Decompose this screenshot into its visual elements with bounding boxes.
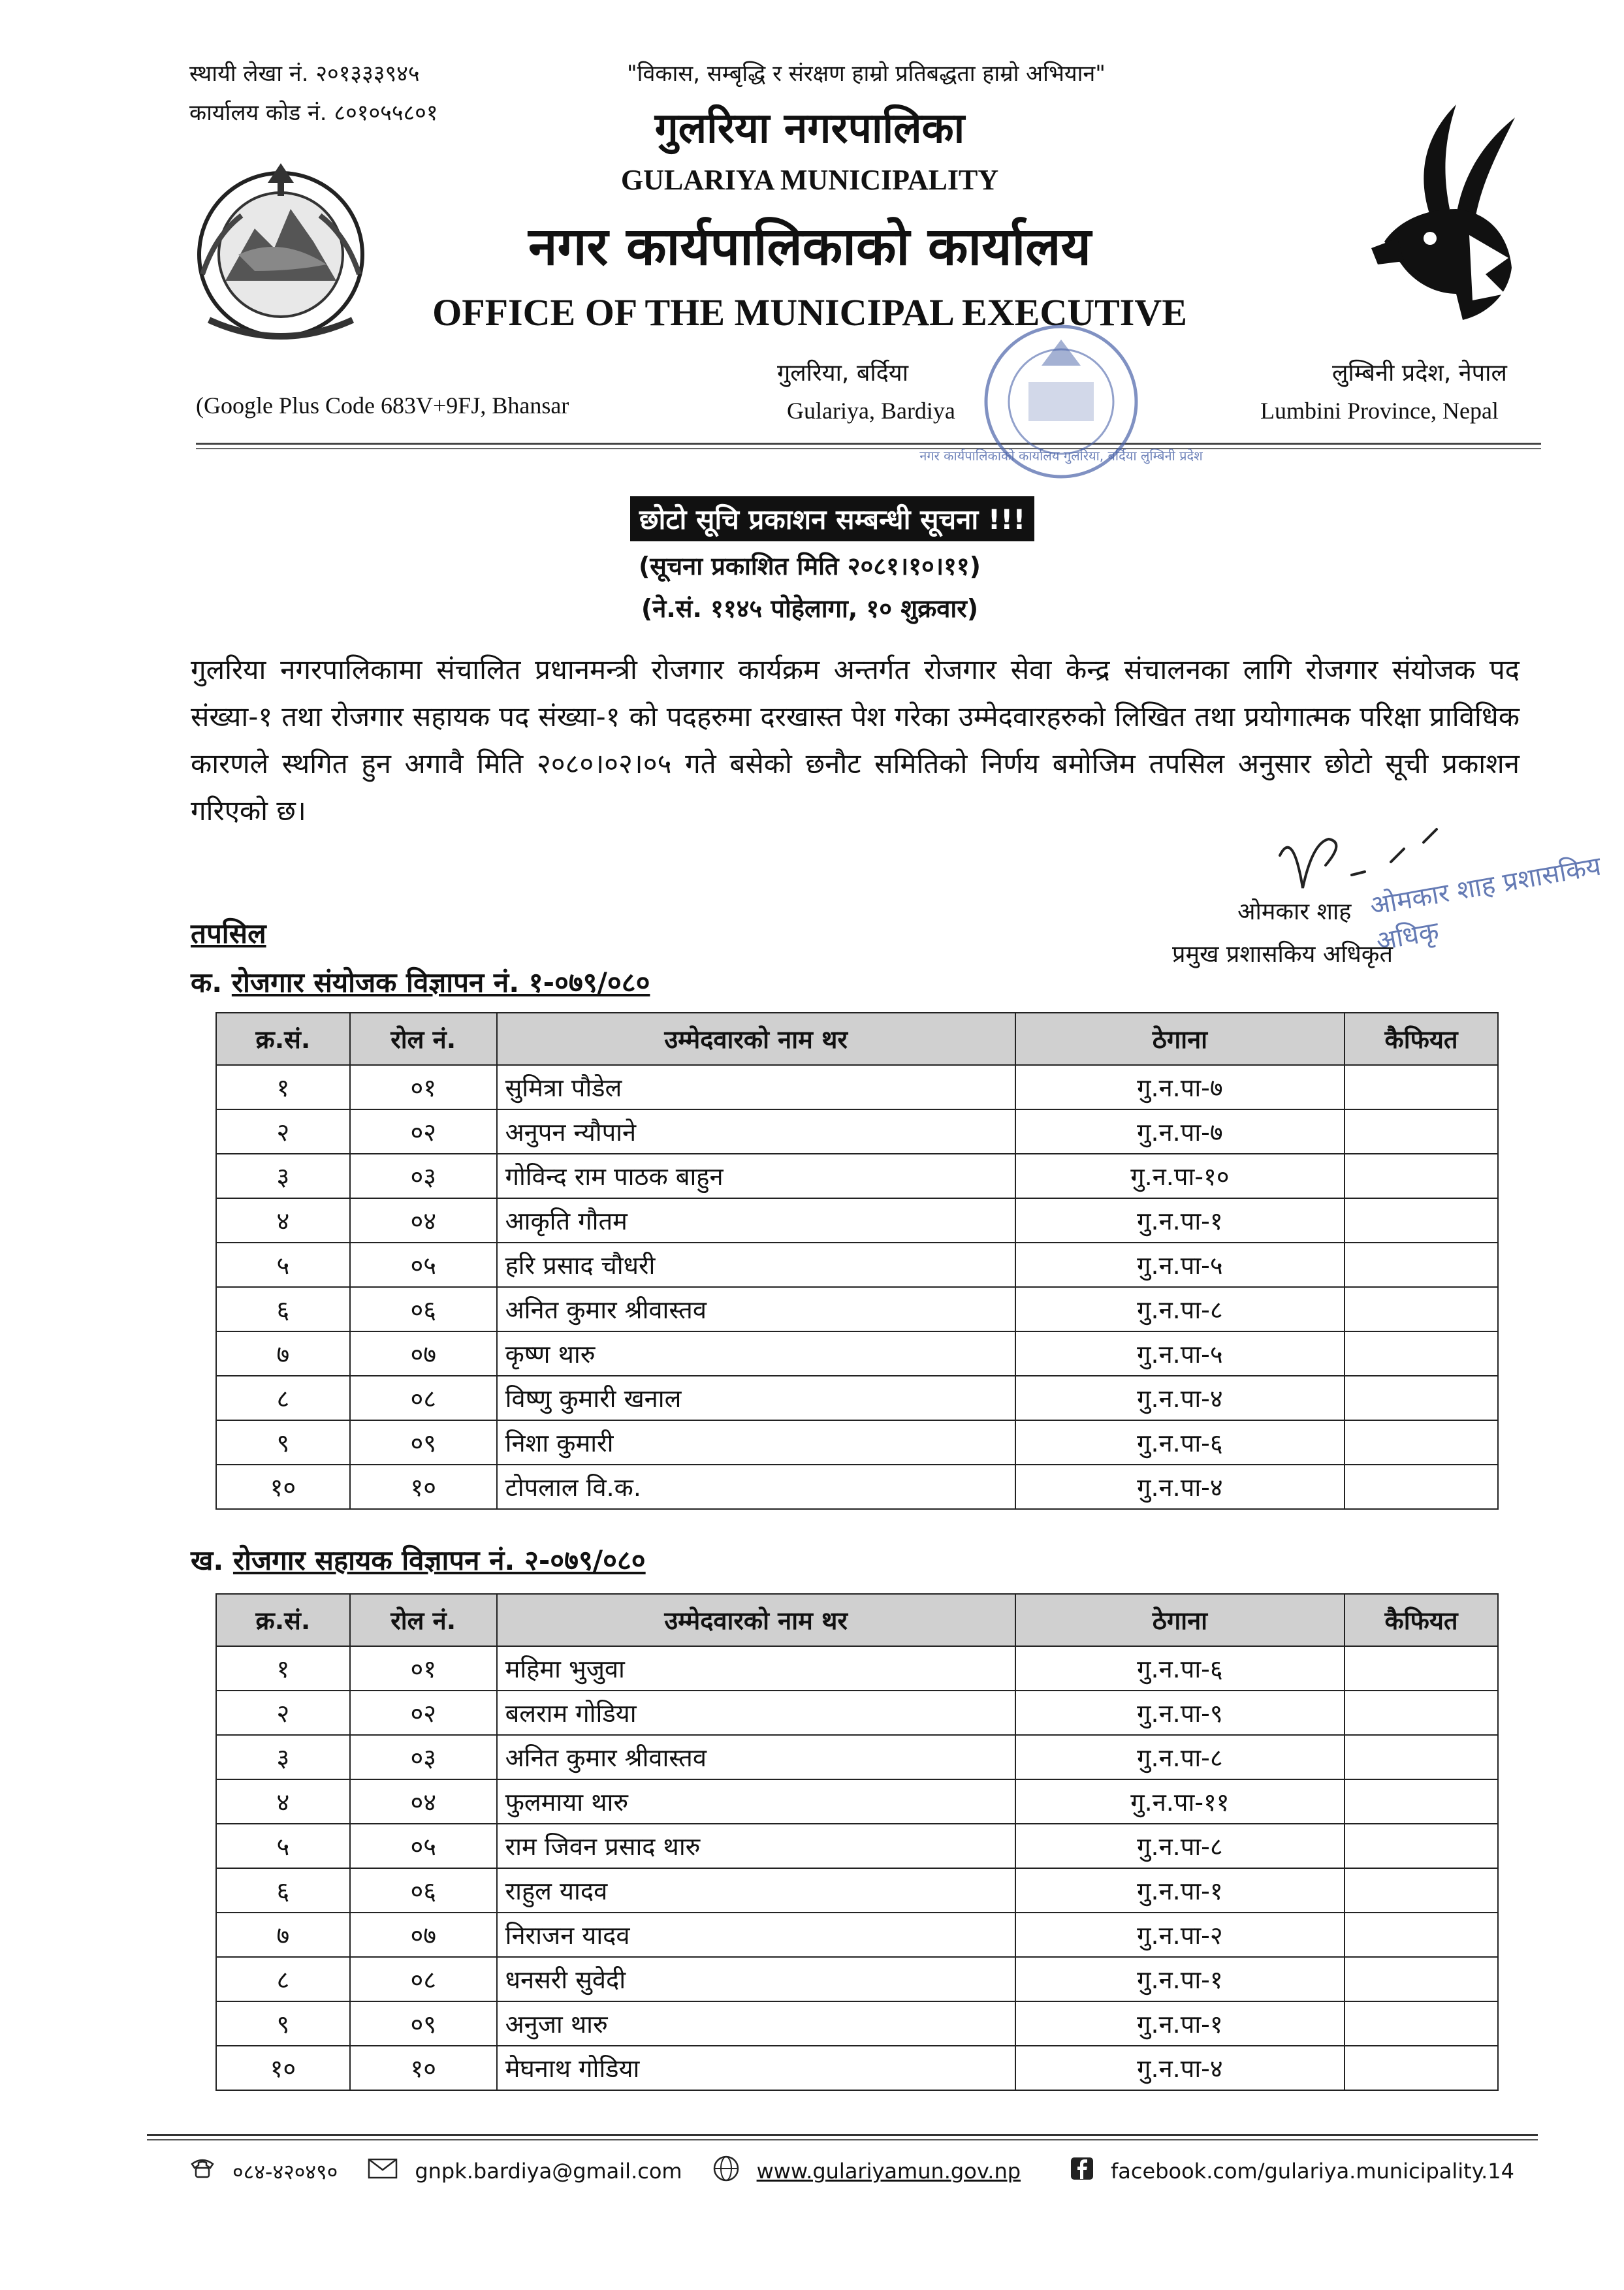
cell-roll: ०२: [350, 1109, 497, 1154]
cell-roll: ०७: [350, 1913, 497, 1957]
table-row: [216, 1243, 1498, 1287]
published-date: (सूचना प्रकाशित मिति २०८१।१०।११): [638, 552, 981, 580]
location-np: गुलरिया, बर्दिया: [777, 360, 909, 387]
cell-remarks: [1345, 2001, 1498, 2046]
cell-serial: ६: [216, 1287, 350, 1331]
municipality-title-en: GULARIYA MUNICIPALITY: [620, 164, 999, 196]
office-title-en: OFFICE OF THE MUNICIPAL EXECUTIVE: [432, 291, 1187, 334]
cell-address: गु.न.पा-१: [1015, 1198, 1345, 1243]
cell-name: अनित कुमार श्रीवास्तव: [497, 1735, 1015, 1779]
cell-remarks: [1345, 1913, 1498, 1957]
cell-address: गु.न.पा-१: [1015, 1957, 1345, 2001]
cell-roll: ०७: [350, 1331, 497, 1376]
cell-address: गु.न.पा-११: [1015, 1779, 1345, 1824]
cell-remarks: [1345, 1420, 1498, 1465]
cell-address: गु.न.पा-४: [1015, 1465, 1345, 1509]
cell-roll: ०२: [350, 1691, 497, 1735]
col-serial: क्र.सं.: [216, 1013, 350, 1065]
cell-roll: ०९: [350, 1420, 497, 1465]
table-row: [216, 1376, 1498, 1420]
cell-name: अनुजा थारु: [497, 2001, 1015, 2046]
cell-address: गु.न.पा-८: [1015, 1735, 1345, 1779]
plus-code: (Google Plus Code 683V+9FJ, Bhansar: [196, 392, 569, 419]
account-number: स्थायी लेखा नं. २०१३३३९४५: [189, 61, 420, 87]
table-header-row: [216, 1594, 1498, 1646]
cell-remarks: [1345, 2046, 1498, 2090]
table-row: [216, 1957, 1498, 2001]
col-serial: क्र.सं.: [216, 1594, 350, 1646]
signer-title: प्रमुख प्रशासकिय अधिकृत: [1172, 941, 1393, 968]
table-row: [216, 1420, 1498, 1465]
cell-remarks: [1345, 1109, 1498, 1154]
cell-roll: ०९: [350, 2001, 497, 2046]
section-b-title: [191, 1541, 646, 1578]
cell-address: गु.न.पा-४: [1015, 2046, 1345, 2090]
cell-roll: ०३: [350, 1735, 497, 1779]
cell-name: सुमित्रा पौडेल: [497, 1065, 1015, 1109]
table-row: [216, 1465, 1498, 1509]
cell-serial: ९: [216, 1420, 350, 1465]
cell-roll: ०४: [350, 1779, 497, 1824]
location-en: Gulariya, Bardiya: [787, 398, 955, 424]
cell-serial: २: [216, 1109, 350, 1154]
nepal-emblem-icon: [176, 157, 385, 353]
section-a-table: [215, 1012, 1499, 1510]
office-stamp: [919, 320, 1203, 483]
cell-serial: ४: [216, 1198, 350, 1243]
col-name: उम्मेदवारको नाम थर: [497, 1013, 1015, 1065]
cell-name: मेघनाथ गोडिया: [497, 2046, 1015, 2090]
cell-roll: ०८: [350, 1957, 497, 2001]
cell-serial: ९: [216, 2001, 350, 2046]
table-row: [216, 1735, 1498, 1779]
cell-serial: ६: [216, 1868, 350, 1913]
table-row: [216, 1779, 1498, 1824]
cell-address: गु.न.पा-७: [1015, 1109, 1345, 1154]
cell-remarks: [1345, 1154, 1498, 1198]
cell-serial: ५: [216, 1243, 350, 1287]
cell-roll: १०: [350, 1465, 497, 1509]
cell-roll: ०५: [350, 1824, 497, 1868]
cell-name: गोविन्द राम पाठक बाहुन: [497, 1154, 1015, 1198]
cell-name: निराजन यादव: [497, 1913, 1015, 1957]
cell-serial: ३: [216, 1154, 350, 1198]
cell-serial: ३: [216, 1735, 350, 1779]
cell-remarks: [1345, 1779, 1498, 1824]
cell-serial: ८: [216, 1957, 350, 2001]
cell-address: गु.न.पा-६: [1015, 1420, 1345, 1465]
table-row: [216, 1824, 1498, 1868]
footer-phone: ०८४-४२०४९०: [232, 2159, 338, 2184]
cell-name: निशा कुमारी: [497, 1420, 1015, 1465]
cell-serial: १०: [216, 1465, 350, 1509]
table-row: [216, 1868, 1498, 1913]
motto: "विकास, सम्बृद्धि र संरक्षण हाम्रो प्रतिबद्धता हाम्रो अभियान": [627, 61, 1106, 87]
cell-remarks: [1345, 1646, 1498, 1691]
province-en: Lumbini Province, Nepal: [1260, 398, 1499, 424]
cell-remarks: [1345, 1243, 1498, 1287]
schedule-heading: तपसिल: [191, 917, 266, 949]
table-row: [216, 1065, 1498, 1109]
header-divider-secondary: [196, 448, 1541, 449]
footer-contacts: [189, 2155, 1514, 2187]
cell-address: गु.न.पा-५: [1015, 1331, 1345, 1376]
table-row: [216, 1646, 1498, 1691]
cell-serial: ८: [216, 1376, 350, 1420]
cell-serial: १: [216, 1065, 350, 1109]
section-b-label: ख.: [191, 1544, 224, 1576]
cell-address: गु.न.पा-२: [1015, 1913, 1345, 1957]
cell-address: गु.न.पा-६: [1015, 1646, 1345, 1691]
notice-title: छोटो सूचि प्रकाशन सम्बन्धी सूचना !!!: [630, 496, 1034, 541]
header-divider: [196, 443, 1541, 445]
col-remarks: कैफियत: [1345, 1594, 1498, 1646]
cell-serial: ४: [216, 1779, 350, 1824]
cell-serial: १: [216, 1646, 350, 1691]
municipality-title-np: गुलरिया नगरपालिका: [654, 104, 965, 153]
phone-icon: [189, 2157, 215, 2185]
table-row: [216, 1331, 1498, 1376]
cell-address: गु.न.पा-५: [1015, 1243, 1345, 1287]
col-roll: रोल नं.: [350, 1594, 497, 1646]
cell-remarks: [1345, 1957, 1498, 2001]
footer-facebook[interactable]: facebook.com/gulariya.municipality.14: [1111, 2159, 1514, 2184]
signer-name: ओमकार शाह: [1237, 899, 1352, 925]
office-title-np: नगर कार्यपालिकाको कार्यालय: [528, 216, 1091, 277]
cell-name: धनसरी सुवेदी: [497, 1957, 1015, 2001]
cell-name: कृष्ण थारु: [497, 1331, 1015, 1376]
section-a-title: [191, 963, 650, 1000]
footer-website[interactable]: www.gulariyamun.gov.np: [756, 2159, 1021, 2184]
cell-serial: ७: [216, 1331, 350, 1376]
section-a-heading: रोजगार संयोजक विज्ञापन नं. १-०७९/०८०: [231, 966, 650, 998]
cell-remarks: [1345, 1065, 1498, 1109]
cell-address: गु.न.पा-४: [1015, 1376, 1345, 1420]
cell-name: टोपलाल वि.क.: [497, 1465, 1015, 1509]
cell-remarks: [1345, 1691, 1498, 1735]
cell-remarks: [1345, 1735, 1498, 1779]
nepal-sambat-date: (ने.सं. ११४५ पोहेलागा, १० शुक्रवार): [641, 594, 979, 623]
province-np: लुम्बिनी प्रदेश, नेपाल: [1332, 360, 1507, 387]
cell-address: गु.न.पा-१: [1015, 1868, 1345, 1913]
cell-address: गु.न.पा-१०: [1015, 1154, 1345, 1198]
cell-serial: २: [216, 1691, 350, 1735]
facebook-icon: [1070, 2157, 1094, 2186]
mail-icon: [368, 2158, 398, 2184]
globe-icon: [712, 2155, 740, 2187]
cell-name: बलराम गोडिया: [497, 1691, 1015, 1735]
cell-name: अनुपन न्यौपाने: [497, 1109, 1015, 1154]
cell-serial: ७: [216, 1913, 350, 1957]
col-remarks: कैफियत: [1345, 1013, 1498, 1065]
blackbuck-logo-icon: [1358, 98, 1521, 326]
cell-name: फुलमाया थारु: [497, 1779, 1015, 1824]
cell-name: आकृति गौतम: [497, 1198, 1015, 1243]
table-row: [216, 2001, 1498, 2046]
cell-roll: ०१: [350, 1065, 497, 1109]
cell-roll: ०६: [350, 1287, 497, 1331]
cell-name: राम जिवन प्रसाद थारु: [497, 1824, 1015, 1868]
cell-remarks: [1345, 1376, 1498, 1420]
cell-name: हरि प्रसाद चौधरी: [497, 1243, 1015, 1287]
table-row: [216, 1198, 1498, 1243]
cell-roll: ०५: [350, 1243, 497, 1287]
cell-roll: ०१: [350, 1646, 497, 1691]
cell-remarks: [1345, 1331, 1498, 1376]
section-b-heading: रोजगार सहायक विज्ञापन नं. २-०७९/०८०: [232, 1544, 646, 1576]
table-row: [216, 1287, 1498, 1331]
footer-divider-secondary: [147, 2139, 1538, 2140]
col-name: उम्मेदवारको नाम थर: [497, 1594, 1015, 1646]
cell-name: विष्णु कुमारी खनाल: [497, 1376, 1015, 1420]
table-row: [216, 1154, 1498, 1198]
office-code: कार्यालय कोड नं. ८०१०५५८०१: [189, 100, 438, 126]
table-row: [216, 2046, 1498, 2090]
cell-name: राहुल यादव: [497, 1868, 1015, 1913]
cell-address: गु.न.पा-८: [1015, 1824, 1345, 1868]
table-row: [216, 1913, 1498, 1957]
cell-address: गु.न.पा-१: [1015, 2001, 1345, 2046]
table-header-row: [216, 1013, 1498, 1065]
cell-roll: ०६: [350, 1868, 497, 1913]
cell-roll: १०: [350, 2046, 497, 2090]
cell-roll: ०४: [350, 1198, 497, 1243]
cell-address: गु.न.पा-७: [1015, 1065, 1345, 1109]
cell-remarks: [1345, 1465, 1498, 1509]
cell-address: गु.न.पा-९: [1015, 1691, 1345, 1735]
cell-name: महिमा भुजुवा: [497, 1646, 1015, 1691]
cell-remarks: [1345, 1287, 1498, 1331]
col-roll: रोल नं.: [350, 1013, 497, 1065]
col-address: ठेगाना: [1015, 1594, 1345, 1646]
section-b-table: [215, 1593, 1499, 2091]
cell-remarks: [1345, 1868, 1498, 1913]
name-seal: ओमकार शाह प्रशासकिय अधिकृ: [1367, 851, 1604, 957]
col-address: ठेगाना: [1015, 1013, 1345, 1065]
cell-name: अनित कुमार श्रीवास्तव: [497, 1287, 1015, 1331]
cell-serial: १०: [216, 2046, 350, 2090]
cell-roll: ०३: [350, 1154, 497, 1198]
cell-remarks: [1345, 1824, 1498, 1868]
table-row: [216, 1109, 1498, 1154]
cell-remarks: [1345, 1198, 1498, 1243]
footer-email[interactable]: gnpk.bardiya@gmail.com: [415, 2159, 682, 2184]
cell-roll: ०८: [350, 1376, 497, 1420]
cell-address: गु.न.पा-८: [1015, 1287, 1345, 1331]
section-a-label: क.: [191, 966, 223, 998]
stamp-text: नगर कार्यपालिकाको कार्यालय गुलरिया, बर्दिया लुम्बिनी प्रदेश: [919, 448, 1203, 464]
cell-serial: ५: [216, 1824, 350, 1868]
table-row: [216, 1691, 1498, 1735]
footer-divider: [147, 2134, 1538, 2136]
notice-body: गुलरिया नगरपालिकामा संचालित प्रधानमन्त्री रोजगार कार्यक्रम अन्तर्गत रोजगार सेवा केन्द्र संचालनका लागि रोजगार संयोजक पद संख्या-१ तथा रोजगार सहायक पद संख्या-१ को पदहरुमा दरखास्त पेश गरेका उम्मेदवारहरुको लिखित तथा प्रयोगात्मक परिक्षा प्राविधिक कारणले स्थगित हुन अगावै मिति २०८०।०२।०५ गते बसेको छनौट समितिको निर्णय बमोजिम तपसिल अनुसार छोटो सूची प्रकाशन गरिएको छ।: [191, 654, 1520, 827]
